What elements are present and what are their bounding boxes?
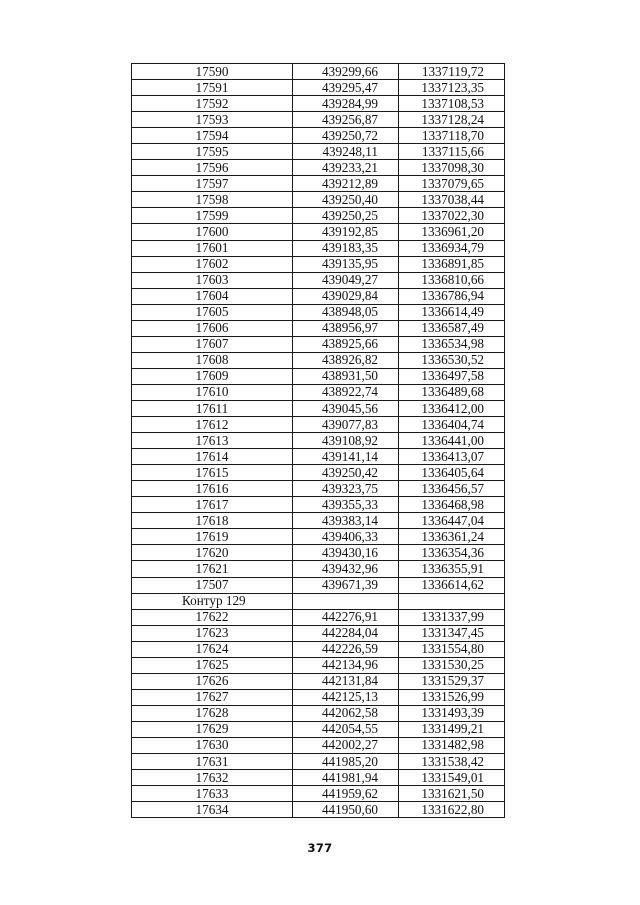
x-coordinate-cell: 439430,16 (293, 545, 399, 561)
x-coordinate-cell: 439183,35 (293, 240, 399, 256)
table-row (132, 256, 505, 272)
table-row (132, 689, 505, 705)
y-coordinate-cell: 1336355,91 (399, 561, 505, 577)
point-id-cell: 17612 (132, 417, 293, 433)
table-row (132, 497, 505, 513)
point-id-cell: 17594 (132, 128, 293, 144)
point-id-cell: 17596 (132, 160, 293, 176)
table-row (132, 577, 505, 593)
point-id-cell: 17616 (132, 481, 293, 497)
x-coordinate-cell: 439248,11 (293, 144, 399, 160)
y-coordinate-cell: 1337118,70 (399, 128, 505, 144)
point-id-cell: 17627 (132, 689, 293, 705)
y-coordinate-cell: 1331482,98 (399, 737, 505, 753)
y-coordinate-cell: 1336497,58 (399, 368, 505, 384)
point-id-cell: 17622 (132, 609, 293, 625)
y-coordinate-cell: 1336534,98 (399, 336, 505, 352)
point-id-cell: 17633 (132, 786, 293, 802)
y-coordinate-cell: 1336441,00 (399, 433, 505, 449)
y-coordinate-cell: 1331549,01 (399, 770, 505, 786)
point-id-cell: 17623 (132, 625, 293, 641)
point-id-cell: 17600 (132, 224, 293, 240)
table-row (132, 673, 505, 689)
point-id-cell: 17597 (132, 176, 293, 192)
table-row (132, 112, 505, 128)
x-coordinate-cell: 439284,99 (293, 96, 399, 112)
table-row (132, 336, 505, 352)
table-row (132, 513, 505, 529)
y-coordinate-cell: 1331530,25 (399, 657, 505, 673)
point-id-cell: 17624 (132, 641, 293, 657)
x-coordinate-cell: 442054,55 (293, 721, 399, 737)
x-coordinate-cell: 438926,82 (293, 352, 399, 368)
point-id-cell: 17604 (132, 288, 293, 304)
point-id-cell: 17630 (132, 737, 293, 753)
table-row (132, 481, 505, 497)
x-coordinate-cell: 442062,58 (293, 705, 399, 721)
point-id-cell: 17601 (132, 240, 293, 256)
table-row (132, 641, 505, 657)
y-coordinate-cell: 1336891,85 (399, 256, 505, 272)
x-coordinate-cell: 439233,21 (293, 160, 399, 176)
x-coordinate-cell: 439049,27 (293, 272, 399, 288)
table-row (132, 384, 505, 400)
page-number: 377 (307, 841, 333, 855)
x-coordinate-cell: 438948,05 (293, 304, 399, 320)
y-coordinate-cell: 1337128,24 (399, 112, 505, 128)
x-coordinate-cell: 439135,95 (293, 256, 399, 272)
x-coordinate-cell: 439406,33 (293, 529, 399, 545)
y-coordinate-cell: 1336413,07 (399, 449, 505, 465)
x-coordinate-cell: 439355,33 (293, 497, 399, 513)
table-row (132, 786, 505, 802)
table-row (132, 352, 505, 368)
point-id-cell: 17628 (132, 705, 293, 721)
x-coordinate-cell: 439212,89 (293, 176, 399, 192)
coordinates-table-body (132, 64, 505, 818)
table-row (132, 433, 505, 449)
x-coordinate-cell: 438922,74 (293, 384, 399, 400)
x-coordinate-cell: 441981,94 (293, 770, 399, 786)
x-coordinate-cell: 438956,97 (293, 320, 399, 336)
y-coordinate-cell: 1336412,00 (399, 400, 505, 416)
point-id-cell: 17593 (132, 112, 293, 128)
y-coordinate-cell: 1336354,36 (399, 545, 505, 561)
table-row (132, 368, 505, 384)
y-coordinate-cell: 1336810,66 (399, 272, 505, 288)
x-coordinate-cell: 441959,62 (293, 786, 399, 802)
table-row (132, 561, 505, 577)
point-id-cell: 17507 (132, 577, 293, 593)
y-coordinate-cell: 1331526,99 (399, 689, 505, 705)
point-id-cell: 17629 (132, 721, 293, 737)
x-coordinate-cell: 442134,96 (293, 657, 399, 673)
y-coordinate-cell: 1336530,52 (399, 352, 505, 368)
table-row (132, 609, 505, 625)
table-row (132, 144, 505, 160)
table-row (132, 625, 505, 641)
point-id-cell: 17625 (132, 657, 293, 673)
x-coordinate-cell: 442226,59 (293, 641, 399, 657)
y-coordinate-cell: 1336786,94 (399, 288, 505, 304)
table-row (132, 465, 505, 481)
y-coordinate-cell: 1337119,72 (399, 64, 505, 80)
x-coordinate-cell: 439108,92 (293, 433, 399, 449)
y-coordinate-cell: 1337038,44 (399, 192, 505, 208)
y-coordinate-cell: 1336404,74 (399, 417, 505, 433)
point-id-cell: 17607 (132, 336, 293, 352)
y-coordinate-cell: 1331554,80 (399, 641, 505, 657)
y-coordinate-cell: 1336361,24 (399, 529, 505, 545)
table-row (132, 128, 505, 144)
x-coordinate-cell: 439432,96 (293, 561, 399, 577)
point-id-cell: 17614 (132, 449, 293, 465)
point-id-cell: 17611 (132, 400, 293, 416)
y-coordinate-cell: 1336489,68 (399, 384, 505, 400)
point-id-cell: 17632 (132, 770, 293, 786)
point-id-cell: 17598 (132, 192, 293, 208)
x-coordinate-cell: 439029,84 (293, 288, 399, 304)
x-coordinate-cell: 439250,42 (293, 465, 399, 481)
y-coordinate-cell: 1331529,37 (399, 673, 505, 689)
table-row (132, 64, 505, 80)
point-id-cell: 17609 (132, 368, 293, 384)
x-coordinate-cell: 438931,50 (293, 368, 399, 384)
x-coordinate-cell: 441950,60 (293, 802, 399, 818)
table-row (132, 96, 505, 112)
y-coordinate-cell: 1336934,79 (399, 240, 505, 256)
table-row (132, 802, 505, 818)
point-id-cell: 17608 (132, 352, 293, 368)
y-coordinate-cell: 1331337,99 (399, 609, 505, 625)
point-id-cell: 17602 (132, 256, 293, 272)
table-row (132, 449, 505, 465)
y-coordinate-cell: 1337079,65 (399, 176, 505, 192)
point-id-cell: 17595 (132, 144, 293, 160)
y-coordinate-cell: 1336405,64 (399, 465, 505, 481)
table-row (132, 176, 505, 192)
empty-x-cell (293, 593, 399, 609)
table-row (132, 657, 505, 673)
x-coordinate-cell: 442284,04 (293, 625, 399, 641)
y-coordinate-cell: 1331499,21 (399, 721, 505, 737)
x-coordinate-cell: 439077,83 (293, 417, 399, 433)
table-row (132, 545, 505, 561)
table-row (132, 529, 505, 545)
y-coordinate-cell: 1331347,45 (399, 625, 505, 641)
table-row (132, 240, 505, 256)
table-row (132, 721, 505, 737)
x-coordinate-cell: 441985,20 (293, 754, 399, 770)
x-coordinate-cell: 439250,72 (293, 128, 399, 144)
point-id-cell: 17615 (132, 465, 293, 481)
x-coordinate-cell: 439383,14 (293, 513, 399, 529)
y-coordinate-cell: 1336614,49 (399, 304, 505, 320)
point-id-cell: 17619 (132, 529, 293, 545)
table-row (132, 288, 505, 304)
x-coordinate-cell: 442002,27 (293, 737, 399, 753)
table-row (132, 80, 505, 96)
x-coordinate-cell: 442276,91 (293, 609, 399, 625)
point-id-cell: 17590 (132, 64, 293, 80)
table-row (132, 304, 505, 320)
table-row (132, 400, 505, 416)
table-row (132, 224, 505, 240)
y-coordinate-cell: 1336961,20 (399, 224, 505, 240)
y-coordinate-cell: 1331538,42 (399, 754, 505, 770)
x-coordinate-cell: 439250,25 (293, 208, 399, 224)
y-coordinate-cell: 1331493,39 (399, 705, 505, 721)
point-id-cell: 17606 (132, 320, 293, 336)
point-id-cell: 17631 (132, 754, 293, 770)
table-row (132, 417, 505, 433)
point-id-cell: 17591 (132, 80, 293, 96)
table-row (132, 754, 505, 770)
x-coordinate-cell: 439671,39 (293, 577, 399, 593)
empty-y-cell (399, 593, 505, 609)
y-coordinate-cell: 1337123,35 (399, 80, 505, 96)
x-coordinate-cell: 439192,85 (293, 224, 399, 240)
table-row (132, 272, 505, 288)
x-coordinate-cell: 439323,75 (293, 481, 399, 497)
y-coordinate-cell: 1336614,62 (399, 577, 505, 593)
y-coordinate-cell: 1337098,30 (399, 160, 505, 176)
point-id-cell: 17621 (132, 561, 293, 577)
x-coordinate-cell: 439299,66 (293, 64, 399, 80)
y-coordinate-cell: 1337108,53 (399, 96, 505, 112)
point-id-cell: 17626 (132, 673, 293, 689)
y-coordinate-cell: 1336587,49 (399, 320, 505, 336)
table-row (132, 192, 505, 208)
y-coordinate-cell: 1336447,04 (399, 513, 505, 529)
y-coordinate-cell: 1336468,98 (399, 497, 505, 513)
x-coordinate-cell: 439295,47 (293, 80, 399, 96)
coordinates-table (131, 63, 505, 818)
y-coordinate-cell: 1337115,66 (399, 144, 505, 160)
y-coordinate-cell: 1337022,30 (399, 208, 505, 224)
point-id-cell: 17610 (132, 384, 293, 400)
x-coordinate-cell: 442131,84 (293, 673, 399, 689)
point-id-cell: 17613 (132, 433, 293, 449)
x-coordinate-cell: 439250,40 (293, 192, 399, 208)
y-coordinate-cell: 1331622,80 (399, 802, 505, 818)
point-id-cell: 17618 (132, 513, 293, 529)
table-row (132, 320, 505, 336)
x-coordinate-cell: 442125,13 (293, 689, 399, 705)
point-id-cell: 17599 (132, 208, 293, 224)
y-coordinate-cell: 1331621,50 (399, 786, 505, 802)
x-coordinate-cell: 439045,56 (293, 400, 399, 416)
table-row (132, 705, 505, 721)
x-coordinate-cell: 438925,66 (293, 336, 399, 352)
point-id-cell: 17620 (132, 545, 293, 561)
point-id-cell: 17605 (132, 304, 293, 320)
contour-heading-row (132, 593, 505, 609)
x-coordinate-cell: 439256,87 (293, 112, 399, 128)
point-id-cell: 17603 (132, 272, 293, 288)
y-coordinate-cell: 1336456,57 (399, 481, 505, 497)
contour-heading: Контур 129 (132, 593, 293, 609)
point-id-cell: 17617 (132, 497, 293, 513)
point-id-cell: 17592 (132, 96, 293, 112)
table-row (132, 770, 505, 786)
table-row (132, 208, 505, 224)
x-coordinate-cell: 439141,14 (293, 449, 399, 465)
table-row (132, 160, 505, 176)
table-row (132, 737, 505, 753)
point-id-cell: 17634 (132, 802, 293, 818)
